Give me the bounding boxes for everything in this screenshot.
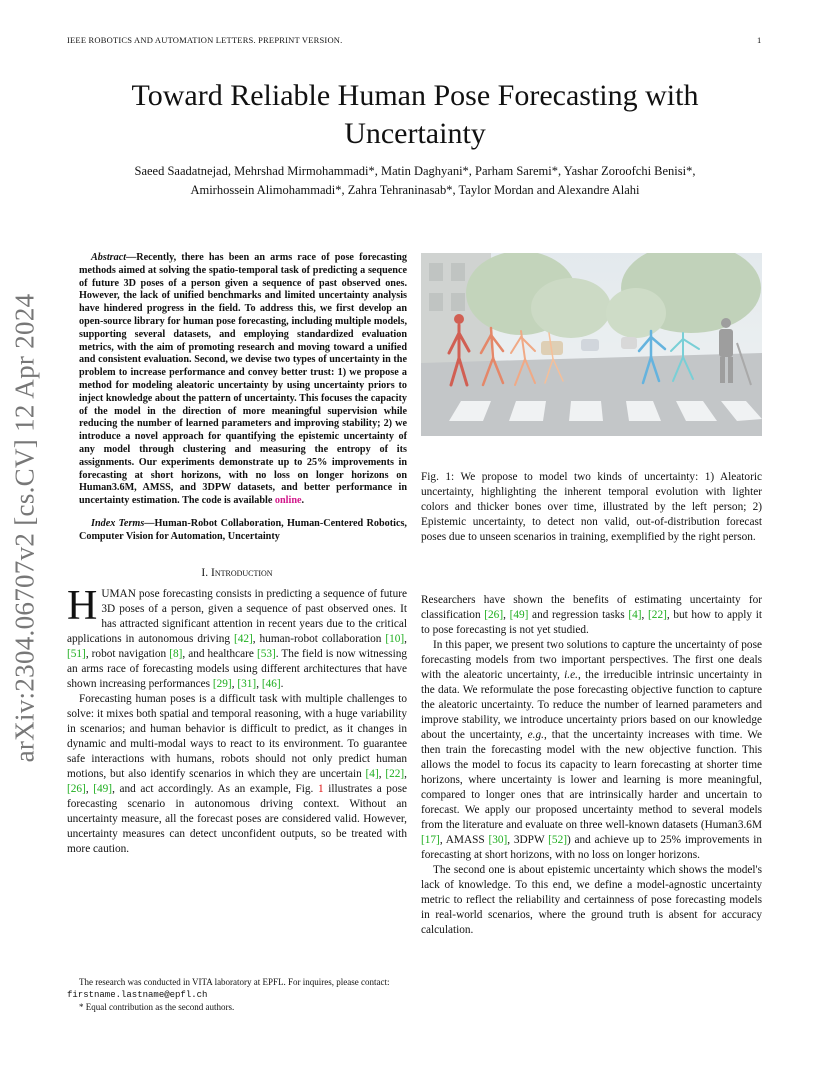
intro-paragraph-2 <box>67 692 407 857</box>
citation[interactable]: [29] <box>212 677 232 690</box>
abstract-text: —Recently, there has been an arms race of pose forecasting methods aimed at solving the spatio-temporal task of predicting a sequence of future 3D poses of a person given a sequence of past observed ones. However, the lack of unified benchmarks and limited uncertainty analysis have hindered progress in the field. To address this, we first develop an open-source library for human pose forecasting, including multiple models, supporting several datasets, and employing standardized evaluation metrics, with the aim of promoting research and moving toward a unified and consistent evaluation. Second, we devise two types of uncertainty in the problem to increase performance and convey better trust: 1) we propose a method for modeling aleatoric uncertainty by using uncertainty priors to inject knowledge about the pattern of uncertainty. This focuses the capacity of the model in the direction of more meaningful supervision while reducing the number of learned parameters and improving stability; 2) we introduce a novel approach for quantifying the epistemic uncertainty of any model through clustering and measuring the entropy of its assignments. Our experiments demonstrate up to 25% improvements in forecasting at short horizons, with no loss on longer horizons on Human3.6M, AMSS, and 3DPW datasets, and better performance in uncertainty estimation. The code is available <box>79 252 407 507</box>
arxiv-stamp <box>4 282 46 774</box>
abstract <box>79 252 407 508</box>
right-paragraph-1 <box>421 593 762 638</box>
text: Forecasting human poses is a difficult task with multiple challenges to solve: it mixes both spatial and temporal reasoning, with a huge variability in scenarios; and human behavior is difficult to predict, as it changes in dynamic and multi-modal ways to react to its environment. To guarantee safe interactions with humans, robots should not only predict human motions, but also identify scenarios in which they are uncertain <box>67 692 407 780</box>
text: , and act accordingly. As an example, Fig. <box>112 782 318 795</box>
text: , but how to apply it to pose forecasting is not yet studied. <box>421 609 762 636</box>
text: , AMASS <box>439 834 489 846</box>
text: , and healthcare <box>182 647 257 660</box>
citation[interactable]: [51] <box>67 647 86 660</box>
text: Researchers have shown the benefits of estimating uncertainty for classification <box>421 594 762 621</box>
figure-1-image <box>421 253 762 436</box>
footnote-line-1 <box>67 976 407 1001</box>
eg-abbrev: e.g. <box>527 729 544 741</box>
citation[interactable]: [42] <box>233 632 253 645</box>
right-column-text <box>421 593 762 938</box>
text: In this paper, we present two solutions to capture the uncertainty of pose forecasting models from two important perspectives. The first one deals with the aleatoric uncertainty, <box>421 639 762 681</box>
index-terms-label: Index Terms <box>91 517 145 529</box>
citation[interactable]: [8] <box>169 647 183 660</box>
street-scene-illustration <box>421 253 762 436</box>
footnote <box>67 976 407 1013</box>
arxiv-stamp-text: arXiv:2304.06707v2 [cs.CV] 12 Apr 2024 <box>9 293 40 763</box>
citation[interactable]: [46] <box>261 677 281 690</box>
right-paragraph-2 <box>421 638 762 863</box>
citation[interactable]: [30] <box>488 834 508 846</box>
page-number: 1 <box>757 35 762 45</box>
citation[interactable]: [49] <box>509 609 529 621</box>
figure-reference[interactable]: 1 <box>317 782 324 795</box>
text: illustrates a pose forecasting scenario in autonomous driving context. Without an uncertainty measure, all the forecast poses are considered valid. However, uncertainty measures can detect unconfident outputs, so be treated with more caution. <box>67 782 407 855</box>
abstract-label: Abstract <box>91 252 127 263</box>
authors-line-1: Saeed Saadatnejad, Mehrshad Mirmohammadi*, Matin Daghyani*, Parham Saremi*, Yashar Zoroofchi Benisi*, <box>134 164 696 178</box>
code-link[interactable]: online <box>274 495 302 507</box>
paper-title: Toward Reliable Human Pose Forecasting with Uncertainty <box>131 79 699 150</box>
running-header: IEEE ROBOTICS AND AUTOMATION LETTERS. PREPRINT VERSION. <box>67 35 343 45</box>
drop-cap: H <box>67 582 98 629</box>
authors-line-2: Amirhossein Alimohammadi*, Zahra Tehraninasab*, Taylor Mordan and Alexandre Alahi <box>190 183 640 197</box>
text: , that the uncertainty increases with time. We then train the forecasting model with the new objective function. This allows the model to focus its capacity to learn forecasting at shorter time horizons, where uncertainty is lower and learning is more meaningful, compared to longer ones that are intrinsically harder and uncertain to forecast. We apply our proposed uncertainty method to several models from the literature and evaluate on three well-known datasets (Human3.6M <box>421 729 762 831</box>
text: , the irreducible intrinsic uncertainty in the data. We reformulate the pose forecasting objective function to capture the aleatoric uncertainty. To reduce the number of learned parameters and improve stability, we introduce uncertainty priors based on our knowledge about the uncertainty, <box>421 669 762 741</box>
citation[interactable]: [22] <box>385 767 405 780</box>
citation[interactable]: [52] <box>548 834 567 846</box>
citation[interactable]: [26] <box>67 782 86 795</box>
index-terms-text: —Human-Robot Collaboration, Human-Centered Robotics, Computer Vision for Automation, Uncertainty <box>79 517 407 542</box>
text: , <box>231 677 238 690</box>
contact-email: firstname.lastname@epfl.ch <box>67 990 208 1000</box>
text: , robot navigation <box>85 647 170 660</box>
text: , human-robot collaboration <box>252 632 386 645</box>
text: . The field is now witnessing an arms race of forecasting models using different architectures that have shown increasing performances <box>67 647 407 690</box>
section-heading: I. Introduction <box>201 566 273 579</box>
text: and regression tasks <box>528 609 629 621</box>
ie-abbrev: i.e. <box>564 669 578 681</box>
abstract-end: . <box>301 495 305 507</box>
text: ) and achieve up to 25% improvements in forecasting at short horizons, with no loss on longer horizons. <box>421 834 762 861</box>
citation[interactable]: [31] <box>237 677 257 690</box>
text: , <box>404 632 407 645</box>
citation[interactable]: [53] <box>256 647 276 660</box>
index-terms <box>79 518 407 544</box>
author-list <box>60 162 770 200</box>
figure-caption: Fig. 1: We propose to model two kinds of uncertainty: 1) Aleatoric uncertainty, highlighting the inherent temporal evolution with lighter colors and thicker bones over time, illustrated by the left person; 2) Epistemic uncertainty, to detect non valid, out-of-distribution forecast poses due to unseen scenarios in training, exemplified by the right person. <box>421 471 762 543</box>
text: , <box>503 609 510 621</box>
text: , <box>404 767 407 780</box>
intro-paragraph-1 <box>67 582 407 692</box>
text: UMAN pose forecasting consists in predicting a sequence of future 3D poses of a person, given a sequence of past observed ones. It has attracted significant attention in recent years due to the critical applications in autonomous driving <box>67 587 407 645</box>
citation[interactable]: [22] <box>648 609 667 621</box>
citation[interactable]: [10] <box>385 632 405 645</box>
text: , <box>256 677 262 690</box>
text: The research was conducted in VITA laboratory at EPFL. For inquires, please contact: <box>79 977 390 987</box>
text: , <box>378 767 386 780</box>
citation[interactable]: [4] <box>628 609 642 621</box>
citation[interactable]: [4] <box>365 767 379 780</box>
text: . <box>280 677 284 690</box>
text: , <box>641 609 649 621</box>
text: , <box>85 782 94 795</box>
citation[interactable]: [49] <box>93 782 113 795</box>
left-column <box>67 252 407 857</box>
footnote-line-2: * Equal contribution as the second authors. <box>79 1002 235 1012</box>
right-paragraph-3: The second one is about epistemic uncertainty which shows the model's lack of knowledge. To this end, we define a model-agnostic uncertainty metric to reflect the reliability and certainness of pose forecasting models in real-world scenarios, where the ground truth is absent for accuracy calculation. <box>421 864 762 936</box>
citation[interactable]: [17] <box>421 834 440 846</box>
text: , 3DPW <box>507 834 549 846</box>
citation[interactable]: [26] <box>484 609 504 621</box>
